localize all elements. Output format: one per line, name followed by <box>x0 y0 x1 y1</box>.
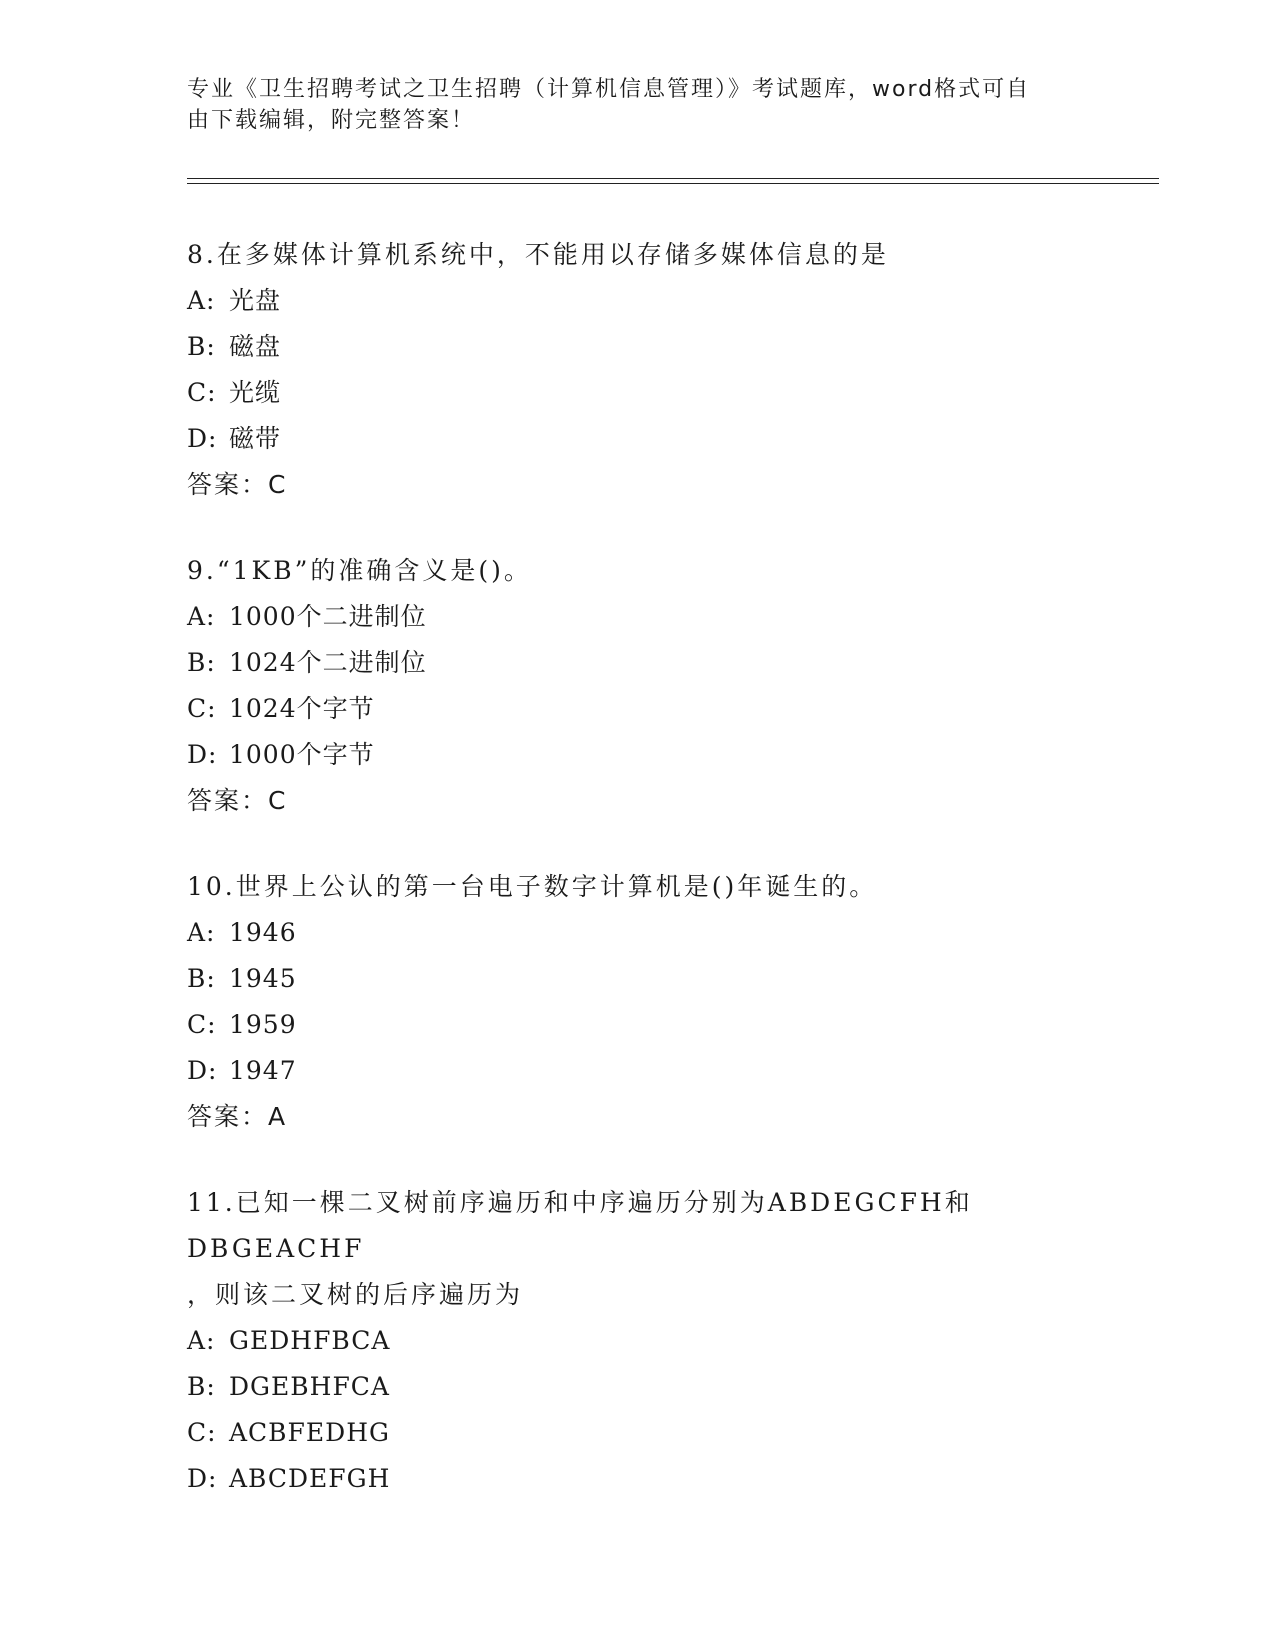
option-text: 磁盘 <box>229 332 282 361</box>
header-divider-top <box>187 178 1159 179</box>
option-b <box>187 1364 1087 1410</box>
option-text: 1947 <box>229 1056 297 1085</box>
option-d <box>187 416 1087 462</box>
header-divider-bottom <box>187 183 1159 184</box>
option-letter: D: <box>187 740 218 769</box>
answer: 答案：C <box>187 470 288 499</box>
option-text: ACBFEDHG <box>229 1418 390 1447</box>
option-a <box>187 1318 1087 1364</box>
option-b <box>187 324 1087 370</box>
question-11 <box>187 1180 1087 1502</box>
option-text: 1024个二进制位 <box>229 648 427 677</box>
option-a <box>187 278 1087 324</box>
question-title-line-2: ，则该二叉树的后序遍历为 <box>187 1280 524 1309</box>
question-title: 8.在多媒体计算机系统中，不能用以存储多媒体信息的是 <box>187 240 889 269</box>
question-10 <box>187 864 1087 1140</box>
option-text: 1024个字节 <box>229 694 375 723</box>
option-d <box>187 1048 1087 1094</box>
option-d <box>187 1456 1087 1502</box>
option-letter: B: <box>187 332 216 361</box>
option-d <box>187 732 1087 778</box>
option-letter: C: <box>187 378 217 407</box>
option-text: 1946 <box>229 918 297 947</box>
option-letter: B: <box>187 1372 216 1401</box>
option-text: 光盘 <box>229 286 282 315</box>
question-8 <box>187 232 1087 508</box>
option-c <box>187 1410 1087 1456</box>
option-text: GEDHFBCA <box>229 1326 391 1355</box>
option-c <box>187 1002 1087 1048</box>
option-text: ABCDEFGH <box>229 1464 391 1493</box>
option-text: 1000个字节 <box>229 740 375 769</box>
option-text: 磁带 <box>229 424 282 453</box>
answer: 答案：A <box>187 1102 288 1131</box>
option-text: 光缆 <box>229 378 282 407</box>
option-letter: D: <box>187 1464 218 1493</box>
option-letter: A: <box>187 602 216 631</box>
option-letter: A: <box>187 286 216 315</box>
option-letter: B: <box>187 648 216 677</box>
option-c <box>187 370 1087 416</box>
option-text: 1959 <box>229 1010 297 1039</box>
question-9 <box>187 548 1087 824</box>
option-a <box>187 910 1087 956</box>
option-letter: D: <box>187 424 218 453</box>
option-text: 1000个二进制位 <box>229 602 427 631</box>
option-a <box>187 594 1087 640</box>
question-title: 10.世界上公认的第一台电子数字计算机是()年诞生的。 <box>187 872 878 901</box>
option-letter: B: <box>187 964 216 993</box>
option-letter: A: <box>187 1326 216 1355</box>
option-letter: A: <box>187 918 216 947</box>
question-title: 9.“1KB”的准确含义是()。 <box>187 556 532 585</box>
document-header <box>187 74 1067 136</box>
header-line-1: 专业《卫生招聘考试之卫生招聘（计算机信息管理）》考试题库，word格式可自 <box>187 77 1031 102</box>
option-text: DGEBHFCA <box>229 1372 390 1401</box>
option-letter: C: <box>187 694 217 723</box>
option-b <box>187 956 1087 1002</box>
option-letter: C: <box>187 1418 217 1447</box>
answer: 答案：C <box>187 786 288 815</box>
option-text: 1945 <box>229 964 297 993</box>
option-letter: C: <box>187 1010 217 1039</box>
header-line-2: 由下载编辑，附完整答案！ <box>187 108 476 133</box>
option-c <box>187 686 1087 732</box>
option-letter: D: <box>187 1056 218 1085</box>
option-b <box>187 640 1087 686</box>
question-title-line-1: 11.已知一棵二叉树前序遍历和中序遍历分别为ABDEGCFH和DBGEACHF <box>187 1188 973 1263</box>
